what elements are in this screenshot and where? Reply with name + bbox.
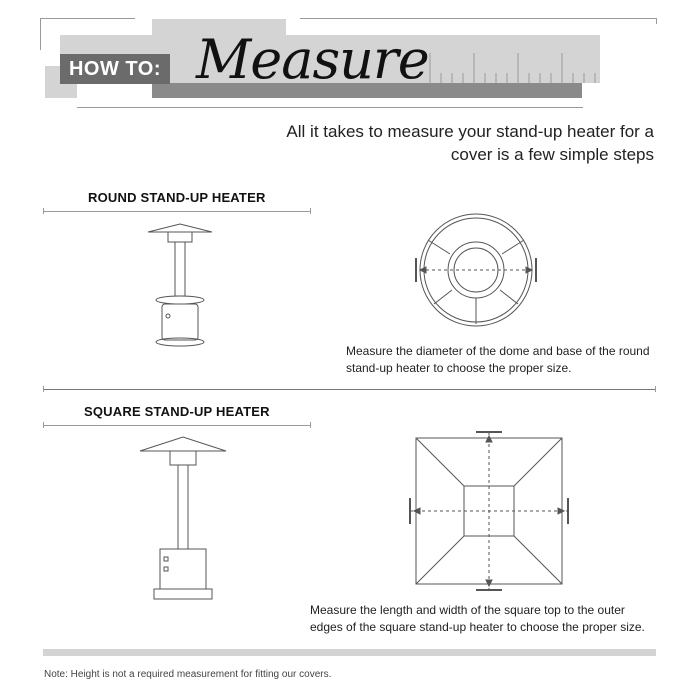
section-divider	[43, 389, 655, 390]
square-dimension-diagram	[404, 426, 574, 596]
square-caption-line-1: Measure the length and width of the square top to the outer	[310, 603, 625, 617]
square-title-rule	[43, 425, 311, 426]
square-title-rule-left-tick	[43, 422, 44, 428]
howto-badge: HOW TO:	[60, 54, 170, 84]
square-heater-illustration	[138, 435, 228, 605]
round-caption-line-1: Measure the diameter of the dome and base of the round	[346, 344, 650, 358]
section-divider-left-tick	[43, 386, 44, 392]
round-title-rule-left-tick	[43, 208, 44, 214]
section-divider-right-tick	[655, 386, 656, 392]
round-caption-line-2: stand-up heater to choose the proper size.	[346, 361, 572, 375]
page-title: Measure	[196, 28, 429, 91]
intro-line-1: All it takes to measure your stand-up heater for a	[286, 122, 654, 141]
round-title-rule-right-tick	[310, 208, 311, 214]
round-caption	[346, 343, 650, 377]
intro-text	[214, 120, 654, 166]
square-caption-line-2: edges of the square stand-up heater to choose the proper size.	[310, 620, 645, 634]
footer-note: Note: Height is not a required measurement for fitting our covers.	[44, 669, 332, 680]
square-title-rule-right-tick	[310, 422, 311, 428]
round-section-title: ROUND STAND-UP HEATER	[88, 190, 266, 205]
square-caption	[310, 602, 645, 636]
footer-band	[43, 649, 656, 656]
round-diameter-diagram	[406, 200, 546, 340]
round-title-rule	[43, 211, 311, 212]
round-heater-illustration	[140, 220, 220, 350]
intro-line-2: cover is a few simple steps	[450, 145, 654, 164]
square-section-title: SQUARE STAND-UP HEATER	[84, 404, 270, 419]
